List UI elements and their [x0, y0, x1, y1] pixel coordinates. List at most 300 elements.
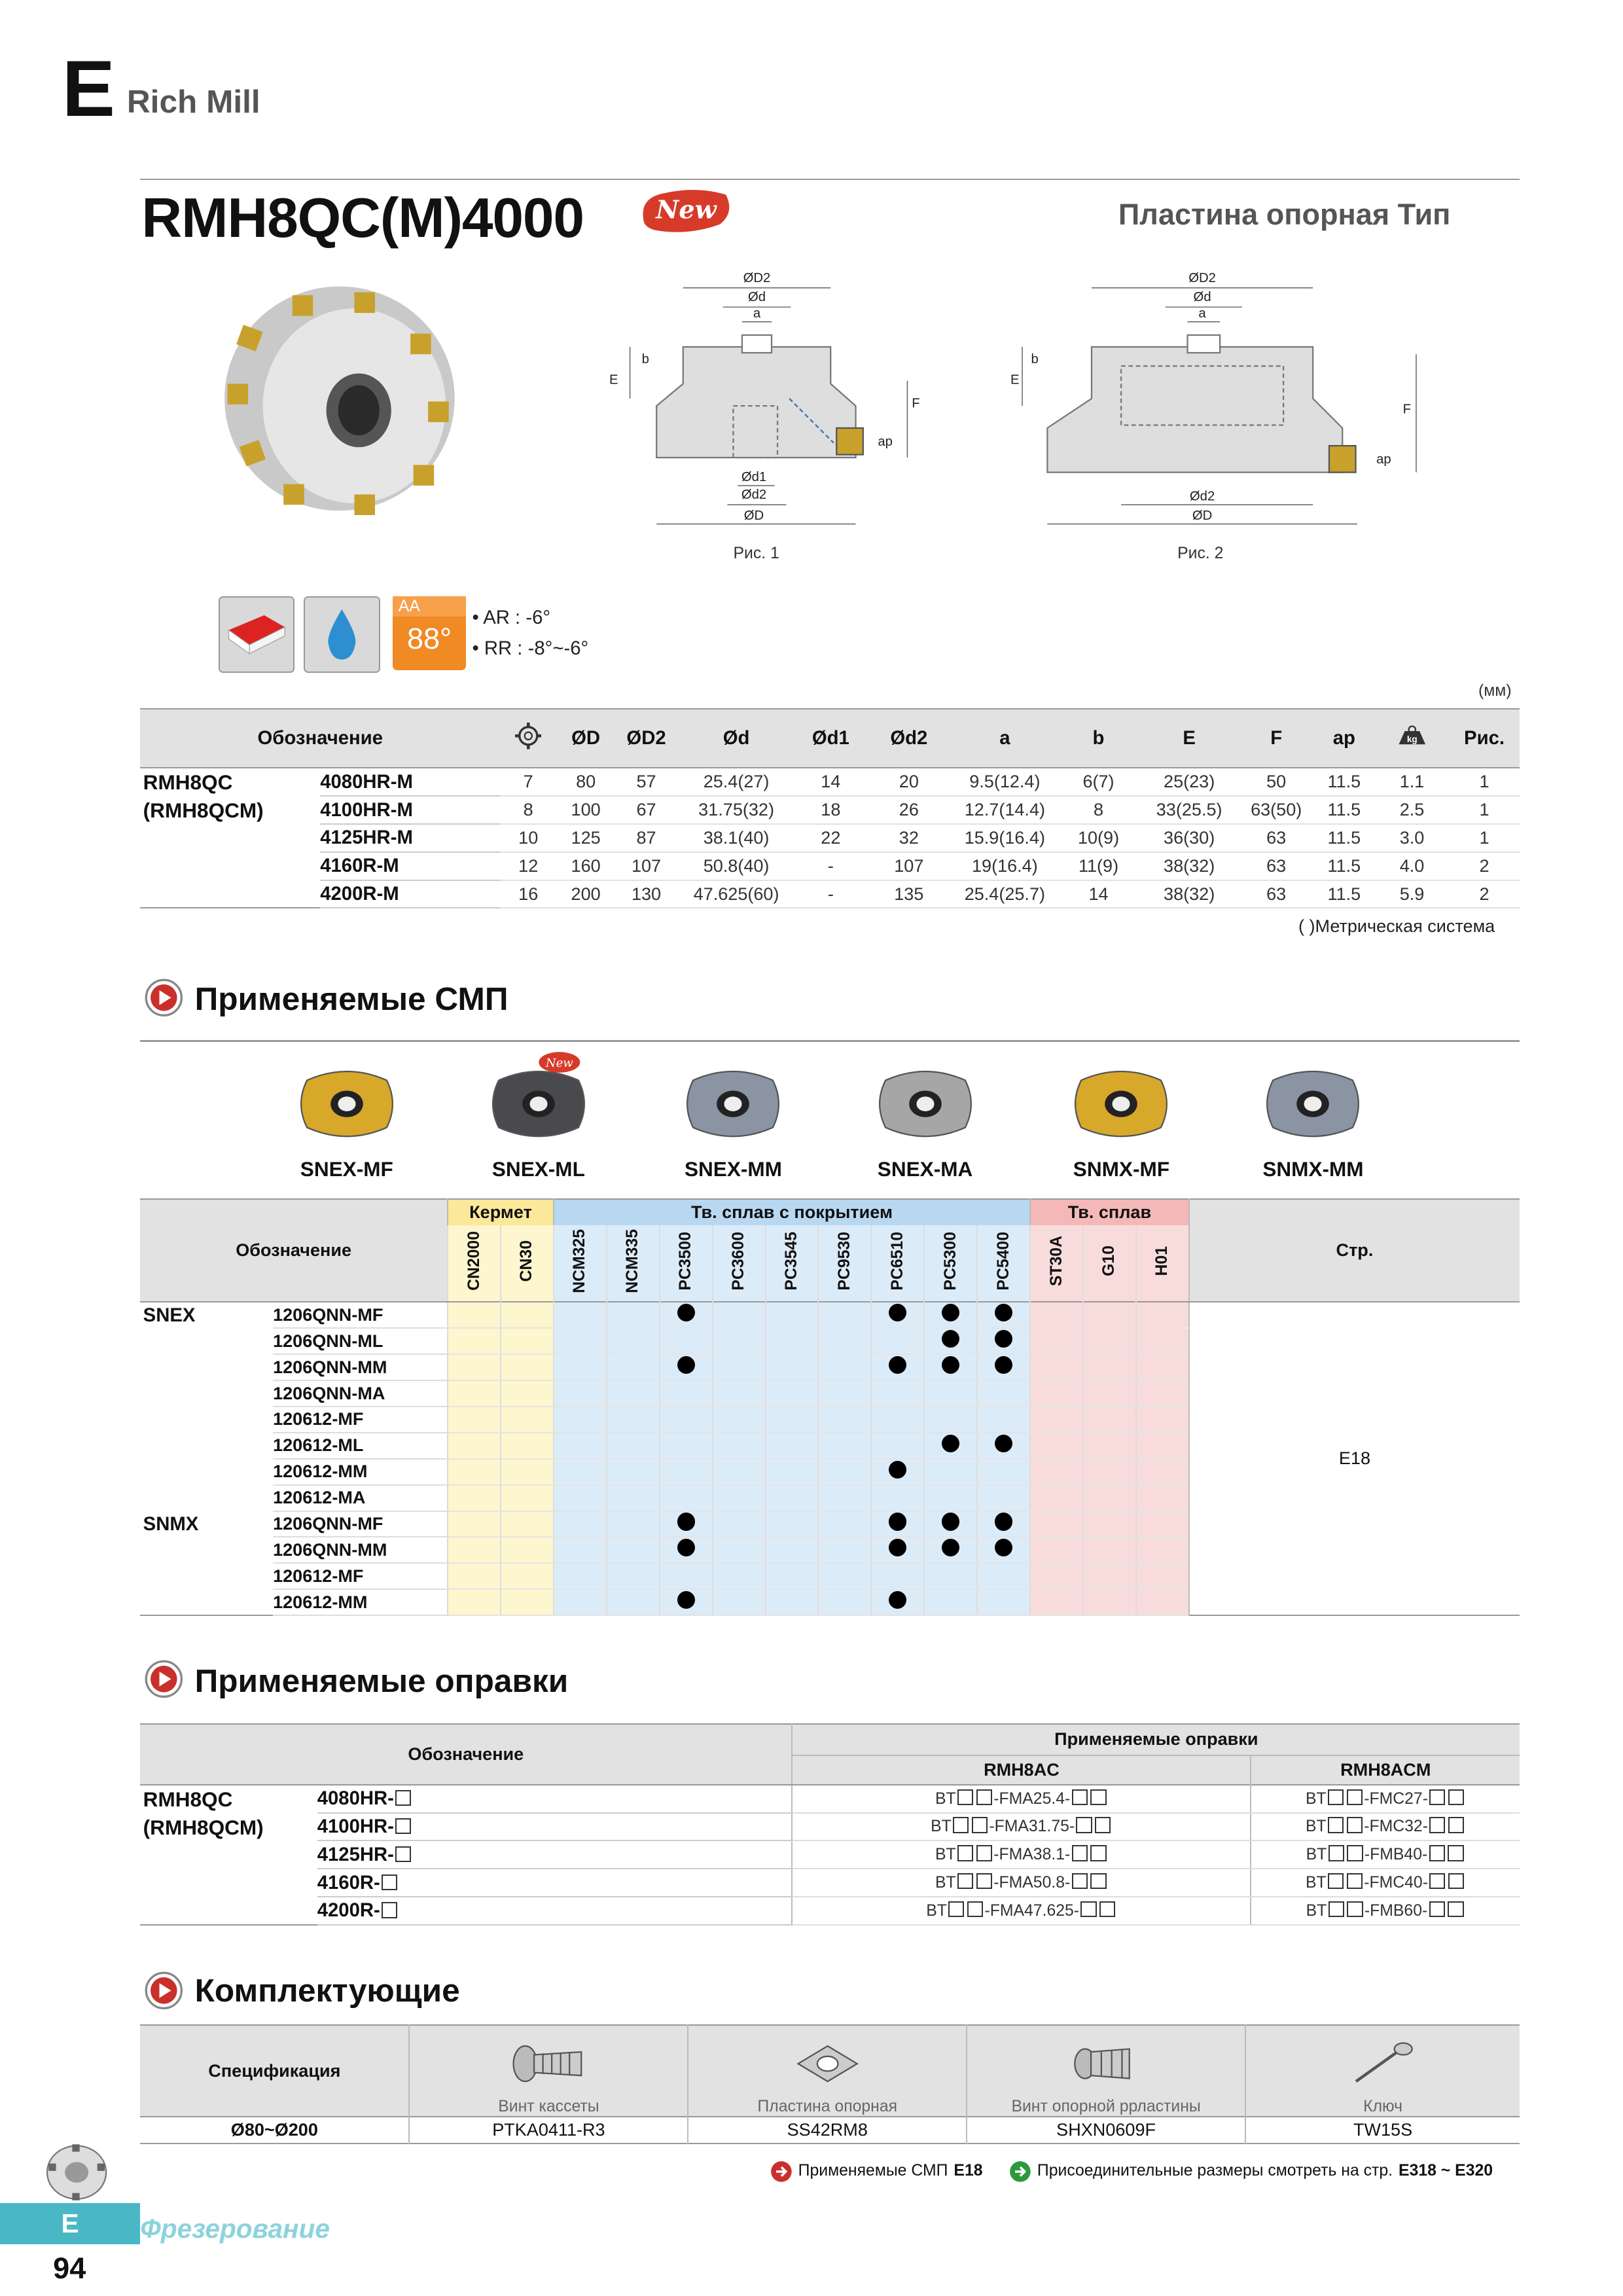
model-code: 4125HR-M	[320, 824, 500, 852]
grade-cell	[1136, 1302, 1189, 1328]
grade-group: Тв. сплав	[1030, 1199, 1189, 1226]
cell: 9.5(12.4)	[952, 768, 1058, 796]
arbor-ac: BT -FMA47.625-	[792, 1897, 1251, 1925]
grade-cell	[924, 1459, 977, 1485]
grade-cell	[818, 1459, 871, 1485]
grade-cell	[977, 1433, 1030, 1459]
part-name: Винт кассеты	[498, 2097, 599, 2115]
availability-dot	[942, 1539, 959, 1556]
cell: 10(9)	[1058, 824, 1139, 852]
dim2-E: E	[1010, 372, 1020, 387]
cell: 1	[1449, 824, 1520, 852]
grade-cell	[1083, 1433, 1136, 1459]
grade-cell	[448, 1589, 501, 1615]
grade-cell	[607, 1589, 660, 1615]
arbor-header	[140, 1724, 1520, 1755]
grade-cell	[501, 1537, 554, 1563]
inserts-reference[interactable]	[770, 2161, 983, 2183]
grade-cell	[607, 1563, 660, 1589]
grade-cell	[1083, 1459, 1136, 1485]
insert-item	[1040, 1060, 1202, 1193]
footer-section-tab: E	[0, 2203, 140, 2244]
cell: 87	[615, 824, 677, 852]
grade-name: PC3500	[677, 1232, 695, 1291]
insert-name: SNEX-ML	[491, 1157, 585, 1181]
insert-family	[140, 1354, 273, 1380]
part-name: Винт опорной ррластины	[1011, 2097, 1201, 2115]
grade-cell	[660, 1302, 713, 1328]
play-icon	[145, 1971, 183, 2010]
grade-cell	[766, 1433, 819, 1459]
grade-cell	[766, 1511, 819, 1537]
grade-name: G10	[1100, 1246, 1118, 1277]
inserts-section-title: Применяемые СМП	[194, 980, 508, 1017]
table-row	[140, 824, 1520, 852]
grade-name: PC5400	[994, 1232, 1012, 1291]
insert-name: SNEX-MF	[300, 1157, 393, 1181]
grade-cell	[501, 1354, 554, 1380]
dims-reference[interactable]	[1009, 2161, 1493, 2183]
insert-code: 120612-ML	[273, 1433, 448, 1459]
play-icon	[145, 1660, 183, 1698]
grade-cell	[501, 1511, 554, 1537]
cell: 11.5	[1313, 796, 1376, 824]
grade-cell	[1030, 1433, 1083, 1459]
grade-cell	[607, 1407, 660, 1433]
grade-cell	[607, 1459, 660, 1485]
grade-cell	[1136, 1485, 1189, 1511]
cell: 18	[795, 796, 866, 824]
availability-dot	[995, 1304, 1012, 1321]
play-icon	[145, 978, 183, 1017]
cell: 22	[795, 824, 866, 852]
grade-cell	[1136, 1511, 1189, 1537]
col-a: a	[999, 727, 1010, 749]
availability-dot	[677, 1304, 695, 1321]
col-b: b	[1092, 727, 1105, 749]
grade-cell	[501, 1328, 554, 1354]
grade-cell	[818, 1589, 871, 1615]
dim-ap: ap	[878, 434, 893, 449]
grade-cell	[660, 1328, 713, 1354]
table-row	[140, 880, 1520, 908]
grade-cell	[871, 1433, 924, 1459]
availability-dot	[889, 1513, 906, 1530]
aa-label: AA	[393, 596, 467, 617]
grade-cell	[871, 1485, 924, 1511]
units-note: (мм)	[1478, 681, 1512, 700]
part-code: SS42RM8	[688, 2117, 967, 2144]
insert-family: SNMX	[143, 1513, 199, 1535]
ref-page: E18	[954, 2162, 983, 2180]
shim-icon	[783, 2034, 872, 2093]
grade-column	[713, 1225, 766, 1302]
grade-cell	[924, 1537, 977, 1563]
table-row	[140, 852, 1520, 880]
dim-b: b	[641, 351, 649, 367]
placeholder-box	[382, 1902, 397, 1918]
grade-cell	[977, 1485, 1030, 1511]
grade-cell	[448, 1302, 501, 1328]
grade-cell	[501, 1433, 554, 1459]
grade-cell	[1136, 1537, 1189, 1563]
page-number: 94	[53, 2251, 86, 2286]
part-code: SHXN0609F	[967, 2117, 1245, 2144]
grade-cell	[660, 1563, 713, 1589]
grade-cell	[1083, 1302, 1136, 1328]
grade-column	[766, 1225, 819, 1302]
dim2-a: a	[1198, 306, 1207, 321]
insert-family	[140, 1380, 273, 1407]
availability-dot	[995, 1330, 1012, 1348]
grade-cell	[713, 1433, 766, 1459]
cell: 6(7)	[1058, 768, 1139, 796]
series-name: RMH8QC	[143, 1787, 233, 1811]
insert-name: SNEX-MA	[877, 1157, 973, 1181]
insert-code: 1206QNN-MM	[273, 1537, 448, 1563]
part-name: Ключ	[1363, 2097, 1402, 2115]
cell: 11.5	[1313, 824, 1376, 852]
grade-cell	[713, 1459, 766, 1485]
grade-cell	[766, 1563, 819, 1589]
arbor-acm: BT -FMB40-	[1251, 1840, 1520, 1869]
insert-icon	[1232, 1060, 1394, 1148]
placeholder-box	[382, 1874, 397, 1890]
dim2-d: Ød	[1193, 289, 1211, 304]
grade-cell	[448, 1485, 501, 1511]
col-d: Ød	[722, 727, 750, 749]
cell: 8	[1058, 796, 1139, 824]
insert-icon	[652, 1060, 814, 1148]
insert-family	[140, 1407, 273, 1433]
cell: 14	[1058, 880, 1139, 908]
cell: 32	[866, 824, 952, 852]
table-row	[140, 1302, 1520, 1328]
dim-F: F	[912, 396, 920, 411]
table-row	[140, 1785, 1520, 1813]
grade-column	[818, 1225, 871, 1302]
grade-cell	[448, 1407, 501, 1433]
grade-cell	[924, 1511, 977, 1537]
spec-label: Спецификация	[140, 2025, 409, 2117]
arrow-icon	[770, 2161, 793, 2183]
grade-name: PC3600	[730, 1232, 748, 1291]
grade-cell	[713, 1563, 766, 1589]
grade-cell	[660, 1485, 713, 1511]
availability-dot	[942, 1330, 959, 1348]
grade-cell	[713, 1302, 766, 1328]
insert-code: 1206QNN-MM	[273, 1354, 448, 1380]
cell: 1	[1449, 768, 1520, 796]
placeholder-box	[395, 1790, 411, 1806]
dim-E: E	[609, 372, 618, 387]
grade-column	[1030, 1225, 1083, 1302]
grade-cell	[766, 1537, 819, 1563]
cell: 57	[615, 768, 677, 796]
grade-cell	[924, 1354, 977, 1380]
parts-row	[140, 2117, 1520, 2144]
grade-cell	[977, 1354, 1030, 1380]
dimensions-table	[140, 708, 1520, 908]
ref-text: Присоединительные размеры смотреть на стр.	[1037, 2162, 1393, 2180]
grade-cell	[607, 1380, 660, 1407]
insert-item	[457, 1056, 620, 1193]
arbor-ac: BT -FMA38.1-	[792, 1840, 1251, 1869]
parts-header-row	[140, 2025, 1520, 2117]
grade-name: PC5300	[941, 1232, 959, 1291]
part-shim	[688, 2025, 967, 2117]
radial-rake: • RR : -8°~-6°	[472, 637, 589, 660]
angle-badge	[393, 596, 467, 670]
insert-family	[140, 1589, 273, 1615]
grade-cell	[1030, 1563, 1083, 1589]
grade-cell	[554, 1459, 607, 1485]
grade-cell	[924, 1485, 977, 1511]
col-fig: Рис.	[1464, 727, 1505, 749]
dim2-D: ØD	[1192, 508, 1213, 523]
dim2-d2: Ød2	[1190, 489, 1215, 504]
grade-cell	[713, 1589, 766, 1615]
grade-cell	[448, 1433, 501, 1459]
grade-cell	[1083, 1485, 1136, 1511]
grade-name: PC6510	[888, 1232, 906, 1291]
grade-cell	[871, 1302, 924, 1328]
grade-cell	[1030, 1380, 1083, 1407]
dim-d2: Ød2	[741, 487, 767, 502]
cell: 11.5	[1313, 768, 1376, 796]
cell: 80	[556, 768, 615, 796]
part-shim-screw	[967, 2025, 1245, 2117]
insert-shape-icon	[219, 596, 295, 673]
grade-cell	[713, 1537, 766, 1563]
table-row	[140, 796, 1520, 824]
cell: 25.4(25.7)	[952, 880, 1058, 908]
grade-column	[1083, 1225, 1136, 1302]
cell: 63	[1240, 824, 1313, 852]
grade-cell	[977, 1459, 1030, 1485]
grade-cell	[501, 1380, 554, 1407]
grade-cell	[871, 1407, 924, 1433]
grade-cell	[1083, 1328, 1136, 1354]
part-screw	[409, 2025, 688, 2117]
availability-dot	[889, 1304, 906, 1321]
new-badge	[637, 186, 735, 233]
cutter-thumbnail	[41, 2137, 112, 2202]
model-code: 4160R-	[317, 1869, 793, 1897]
grade-cell	[818, 1511, 871, 1537]
grade-cell	[977, 1563, 1030, 1589]
grade-cell	[501, 1485, 554, 1511]
cell: 15.9(16.4)	[952, 824, 1058, 852]
placeholder-box	[395, 1846, 411, 1862]
grade-cell	[977, 1302, 1030, 1328]
grade-cell	[871, 1328, 924, 1354]
grade-cell	[501, 1563, 554, 1589]
grade-cell	[766, 1589, 819, 1615]
parts-section-title: Комплектующие	[194, 1972, 460, 2009]
grade-cell	[448, 1563, 501, 1589]
cell: 38(32)	[1139, 880, 1240, 908]
insert-name: SNMX-MF	[1073, 1157, 1169, 1181]
col-d2: Ød2	[890, 727, 928, 749]
insert-code: 1206QNN-ML	[273, 1328, 448, 1354]
cell: 8	[500, 796, 556, 824]
series-name: RMH8QC	[143, 770, 233, 795]
model-code: 4080HR-	[317, 1785, 793, 1813]
cell: 63	[1240, 852, 1313, 880]
teeth-icon	[500, 709, 556, 768]
model-code: 4080HR-M	[320, 768, 500, 796]
grade-cell	[554, 1328, 607, 1354]
grade-cell	[554, 1302, 607, 1328]
cell: 135	[866, 880, 952, 908]
grade-cell	[766, 1380, 819, 1407]
col-ap: ap	[1332, 727, 1355, 749]
grade-cell	[660, 1380, 713, 1407]
cell: 5.9	[1375, 880, 1449, 908]
grade-cell	[554, 1354, 607, 1380]
availability-dot	[677, 1513, 695, 1530]
availability-dot	[889, 1356, 906, 1374]
section-letter: E	[62, 43, 115, 133]
grade-cell	[554, 1511, 607, 1537]
cell: 2	[1449, 852, 1520, 880]
dim2-F: F	[1403, 402, 1412, 417]
cell: 107	[615, 852, 677, 880]
grade-cell	[713, 1354, 766, 1380]
grade-cell	[554, 1407, 607, 1433]
fig2-caption: Рис. 2	[1177, 544, 1224, 562]
dim-d1: Ød1	[741, 469, 767, 484]
page-ref[interactable]: E18	[1189, 1302, 1520, 1615]
cell: 67	[615, 796, 677, 824]
grade-cell	[871, 1589, 924, 1615]
cell: 11.5	[1313, 880, 1376, 908]
grade-column	[871, 1225, 924, 1302]
grades-table	[140, 1198, 1520, 1616]
cell: 25(23)	[1139, 768, 1240, 796]
grade-cell	[713, 1328, 766, 1354]
grade-cell	[1030, 1354, 1083, 1380]
cell: 107	[866, 852, 952, 880]
cell: 26	[866, 796, 952, 824]
cell: 3.0	[1375, 824, 1449, 852]
grade-cell	[871, 1459, 924, 1485]
grade-cell	[1083, 1354, 1136, 1380]
page-header: Стр.	[1189, 1199, 1520, 1302]
grade-cell	[448, 1354, 501, 1380]
insert-code: 120612-MA	[273, 1485, 448, 1511]
cell: 2	[1449, 880, 1520, 908]
dim-a: a	[753, 306, 761, 321]
grade-cell	[1030, 1589, 1083, 1615]
cell: 47.625(60)	[677, 880, 795, 908]
grade-cell	[977, 1511, 1030, 1537]
cell: 4.0	[1375, 852, 1449, 880]
cell: 130	[615, 880, 677, 908]
col-D: ØD	[571, 727, 601, 749]
col-E: E	[1183, 727, 1196, 749]
grade-cell	[818, 1380, 871, 1407]
series-name-metric: (RMH8QCM)	[143, 798, 264, 823]
grade-cell	[766, 1407, 819, 1433]
availability-dot	[942, 1513, 959, 1530]
cell: 20	[866, 768, 952, 796]
series-name-metric: (RMH8QCM)	[143, 1815, 264, 1839]
dim-d: Ød	[748, 289, 766, 304]
grade-cell	[713, 1485, 766, 1511]
grade-cell	[924, 1563, 977, 1589]
col-rmh8acm: RMH8ACM	[1251, 1755, 1520, 1785]
cell: 7	[500, 768, 556, 796]
grade-cell	[924, 1433, 977, 1459]
grade-cell	[1136, 1433, 1189, 1459]
drawing-fig1	[597, 266, 937, 531]
coolant-drop-icon	[304, 596, 380, 673]
grade-cell	[1030, 1485, 1083, 1511]
grade-cell	[1136, 1589, 1189, 1615]
grade-group: Кермет	[448, 1199, 554, 1226]
designation-header: Обозначение	[140, 1199, 448, 1302]
arbor-acm: BT -FMC27-	[1251, 1785, 1520, 1813]
insert-item	[266, 1060, 428, 1193]
new-badge-text: New	[656, 195, 717, 225]
grade-cell	[1030, 1328, 1083, 1354]
cell: -	[795, 880, 866, 908]
grade-cell	[1083, 1537, 1136, 1563]
grade-cell	[766, 1485, 819, 1511]
grade-cell	[607, 1354, 660, 1380]
grade-cell	[818, 1563, 871, 1589]
insert-item	[844, 1060, 1007, 1193]
grade-cell	[1030, 1407, 1083, 1433]
grade-cell	[818, 1433, 871, 1459]
col-designation: Обозначение	[257, 727, 383, 749]
new-badge	[537, 1050, 582, 1074]
dim-D2: ØD2	[743, 270, 771, 285]
page-subtitle: Пластина опорная Тип	[1118, 198, 1451, 232]
grade-column	[660, 1225, 713, 1302]
insert-code: 1206QNN-MF	[273, 1302, 448, 1328]
grade-name: CN30	[518, 1240, 536, 1282]
dim-D: ØD	[743, 508, 764, 523]
grade-cell	[1136, 1459, 1189, 1485]
cell: 36(30)	[1139, 824, 1240, 852]
arbor-ac: BT -FMA50.8-	[792, 1869, 1251, 1897]
shim-screw-icon	[1061, 2034, 1150, 2093]
grade-cell	[1083, 1380, 1136, 1407]
section-name: Rich Mill	[126, 83, 260, 120]
col-rmh8ac: RMH8AC	[792, 1755, 1251, 1785]
insert-item	[1232, 1060, 1394, 1193]
insert-family	[140, 1459, 273, 1485]
insert-family	[140, 1563, 273, 1589]
grade-cell	[1083, 1407, 1136, 1433]
grade-cell	[818, 1328, 871, 1354]
grade-column	[554, 1225, 607, 1302]
table-row	[140, 1869, 1520, 1897]
grade-cell	[1083, 1511, 1136, 1537]
dim2-D2: ØD2	[1188, 270, 1217, 285]
model-code: 4125HR-	[317, 1840, 793, 1869]
insert-family	[140, 1433, 273, 1459]
grade-cell	[554, 1589, 607, 1615]
screw-icon	[505, 2034, 593, 2093]
grade-cell	[924, 1589, 977, 1615]
cell: 1	[1449, 796, 1520, 824]
designation-header: Обозначение	[140, 1724, 792, 1784]
cell: 63	[1240, 880, 1313, 908]
